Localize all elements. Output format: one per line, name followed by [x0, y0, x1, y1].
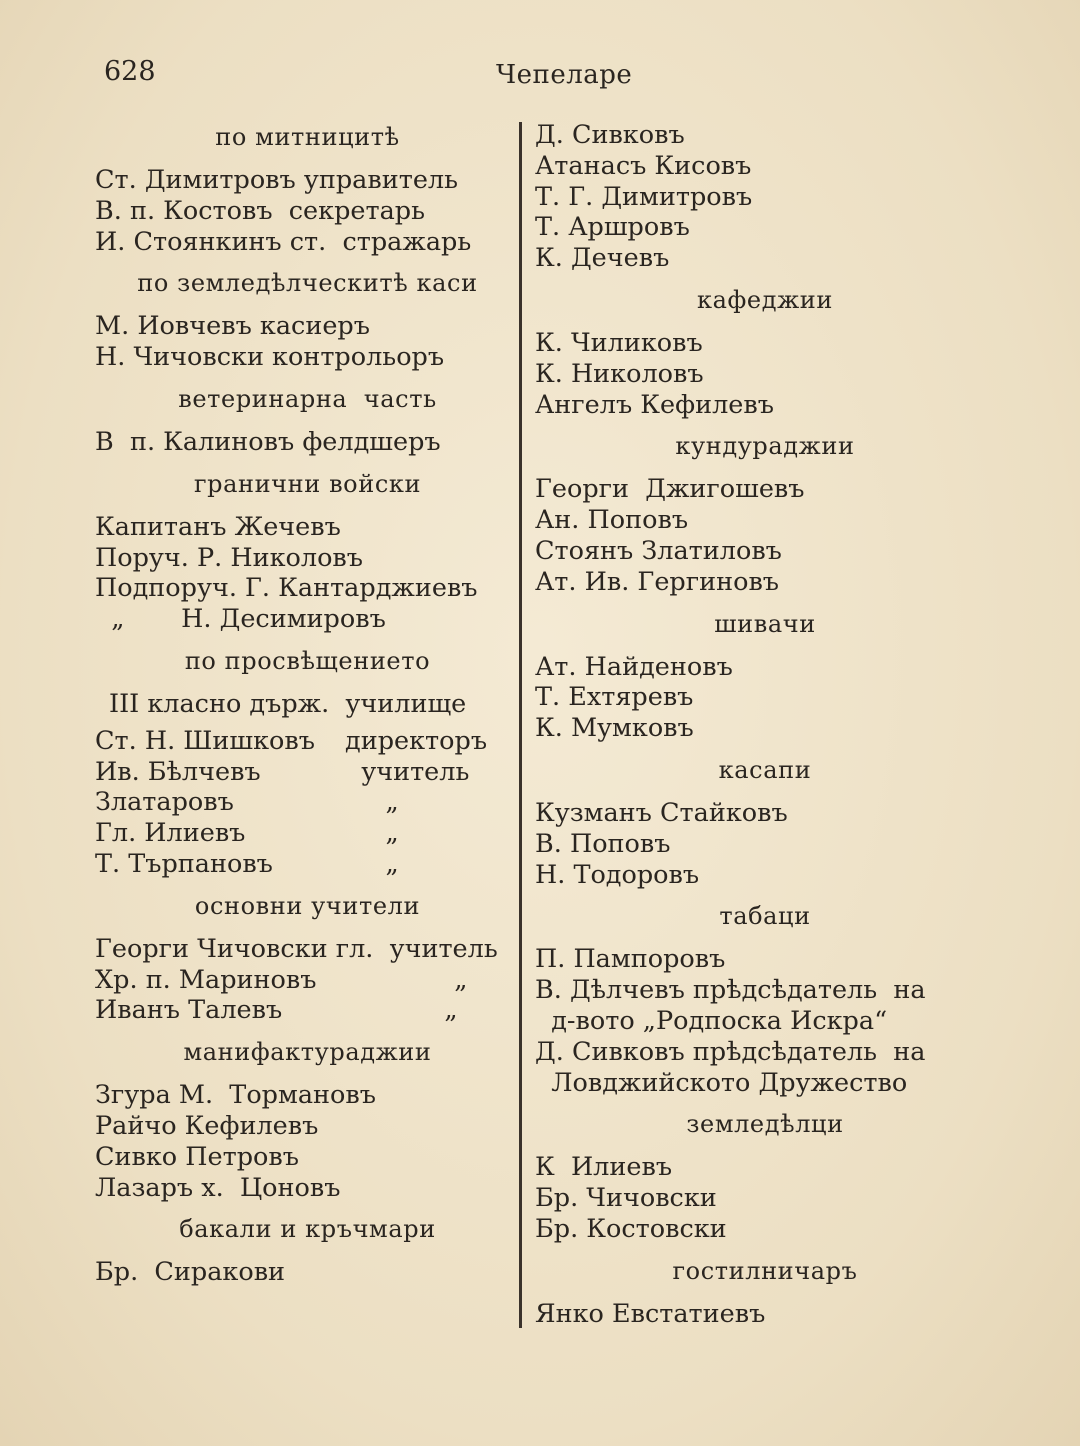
- teacher-role: „: [345, 848, 399, 879]
- list-item: Кузманъ Стайковъ: [535, 797, 788, 828]
- list-item: Бр. Костовски: [535, 1213, 727, 1244]
- table-row: [95, 726, 520, 757]
- teacher-role: „: [345, 818, 399, 849]
- list-item: П. Пампоровъ: [535, 944, 726, 975]
- list-item: К. Мумковъ: [535, 713, 694, 744]
- list-item: М. Иовчевъ касиеръ: [95, 311, 370, 342]
- section-heading-primary-teachers: основни учители: [194, 891, 421, 920]
- list-item: Капитанъ Жечевъ: [95, 511, 341, 542]
- section-heading-farmers: земледѣлци: [686, 1110, 844, 1139]
- school-title: III класно държ. училище: [109, 688, 467, 719]
- list-item: Бр. Чичовски: [535, 1183, 717, 1214]
- list-item: Атанасъ Кисовъ: [535, 150, 752, 181]
- teacher-name: Ст. Н. Шишковъ: [95, 725, 315, 756]
- list-item: К. Николовъ: [535, 358, 704, 389]
- section-heading-agri-banks: по земледѣлческитѣ каси: [137, 269, 478, 298]
- list-item: Иванъ Талевъ „: [95, 995, 458, 1026]
- page-number: 628: [104, 56, 156, 87]
- list-item: Бр. Сиракови: [95, 1257, 286, 1288]
- list-item: Т. Аршровъ: [535, 212, 690, 243]
- teacher-name: Ив. Бѣлчевъ: [95, 756, 261, 787]
- table-row: [95, 787, 520, 818]
- list-item: Ст. Димитровъ управитель: [95, 165, 459, 195]
- section-heading-butchers: касапи: [718, 755, 812, 784]
- list-item: Згура М. Тормановъ: [95, 1080, 376, 1111]
- list-item: Т. Г. Димитровъ: [535, 181, 753, 212]
- list-item: Хр. п. Мариновъ „: [95, 964, 468, 995]
- list-item: д-вото „Родпоска Искра“: [535, 1005, 888, 1036]
- section-heading-shoemakers: кундураджии: [675, 432, 855, 461]
- list-item: В. Дѣлчевъ прѣдсѣдатель на: [535, 975, 926, 1006]
- running-title: Чепеларе: [496, 60, 633, 90]
- list-item: К Илиевъ: [535, 1152, 673, 1183]
- table-row: [95, 757, 520, 788]
- section-heading-border-troops: гранични войски: [193, 469, 422, 498]
- list-item: Георги Чичовски гл. учитель: [95, 933, 498, 964]
- left-column: [95, 120, 520, 1288]
- list-item: Ангелъ Кефилевъ: [535, 389, 774, 420]
- list-item: Ат. Найденовъ: [535, 651, 733, 682]
- section-heading-grocers: бакали и кръчмари: [179, 1215, 436, 1244]
- list-item: Д. Сивковъ прѣдсѣдатель на: [535, 1036, 926, 1067]
- list-item: Д. Сивковъ: [535, 120, 685, 150]
- section-heading-coffee-house: кафеджии: [697, 285, 833, 314]
- list-item: В. п. Костовъ секретарь: [95, 195, 426, 226]
- teacher-role: директоръ: [345, 725, 488, 756]
- list-item: И. Стоянкинъ ст. стражарь: [95, 226, 472, 257]
- list-item: „ Н. Десимировъ: [95, 604, 386, 635]
- section-heading-education: по просвѣщението: [184, 646, 431, 675]
- list-item: К. Дечевъ: [535, 243, 670, 274]
- section-heading-tanners: табаци: [719, 902, 811, 931]
- teacher-role: „: [345, 787, 399, 818]
- section-heading-veterinary: ветеринарна часть: [178, 384, 437, 413]
- table-row: [95, 849, 520, 880]
- list-item: Ан. Поповъ: [535, 505, 689, 536]
- list-item: Ловджийското Дружество: [535, 1067, 908, 1098]
- list-item: Н. Чичовски контрольоръ: [95, 342, 445, 373]
- list-item: Подпоруч. Г. Кантарджиевъ: [95, 573, 478, 604]
- list-item: Поруч. Р. Николовъ: [95, 542, 364, 573]
- list-item: Лазаръ х. Цоновъ: [95, 1172, 341, 1203]
- list-item: Янко Евстатиевъ: [535, 1298, 766, 1329]
- list-item: Сивко Петровъ: [95, 1141, 299, 1172]
- list-item: К. Чиликовъ: [535, 327, 703, 358]
- section-heading-drapers: манифактураджии: [183, 1038, 432, 1067]
- list-item: Стоянъ Златиловъ: [535, 535, 782, 566]
- section-heading-customs: по митницитѣ: [215, 123, 400, 151]
- list-item: Т. Ехтяревъ: [535, 682, 694, 713]
- teacher-name: Златаровъ: [95, 787, 234, 818]
- teacher-name: Гл. Илиевъ: [95, 818, 246, 849]
- section-heading-innkeeper: гостилничаръ: [672, 1256, 858, 1285]
- table-row: [95, 818, 520, 849]
- teacher-name: Т. Търпановъ: [95, 848, 273, 879]
- teacher-role: учитель: [345, 756, 470, 787]
- list-item: В п. Калиновъ фелдшеръ: [95, 426, 441, 457]
- list-item: Н. Тодоровъ: [535, 859, 700, 890]
- list-item: Георги Джигошевъ: [535, 474, 805, 505]
- right-column: [535, 120, 975, 1330]
- list-item: Райчо Кефилевъ: [95, 1110, 319, 1141]
- list-item: Ат. Ив. Гергиновъ: [535, 566, 780, 597]
- section-heading-tailors: шивачи: [714, 609, 816, 638]
- list-item: В. Поповъ: [535, 828, 671, 859]
